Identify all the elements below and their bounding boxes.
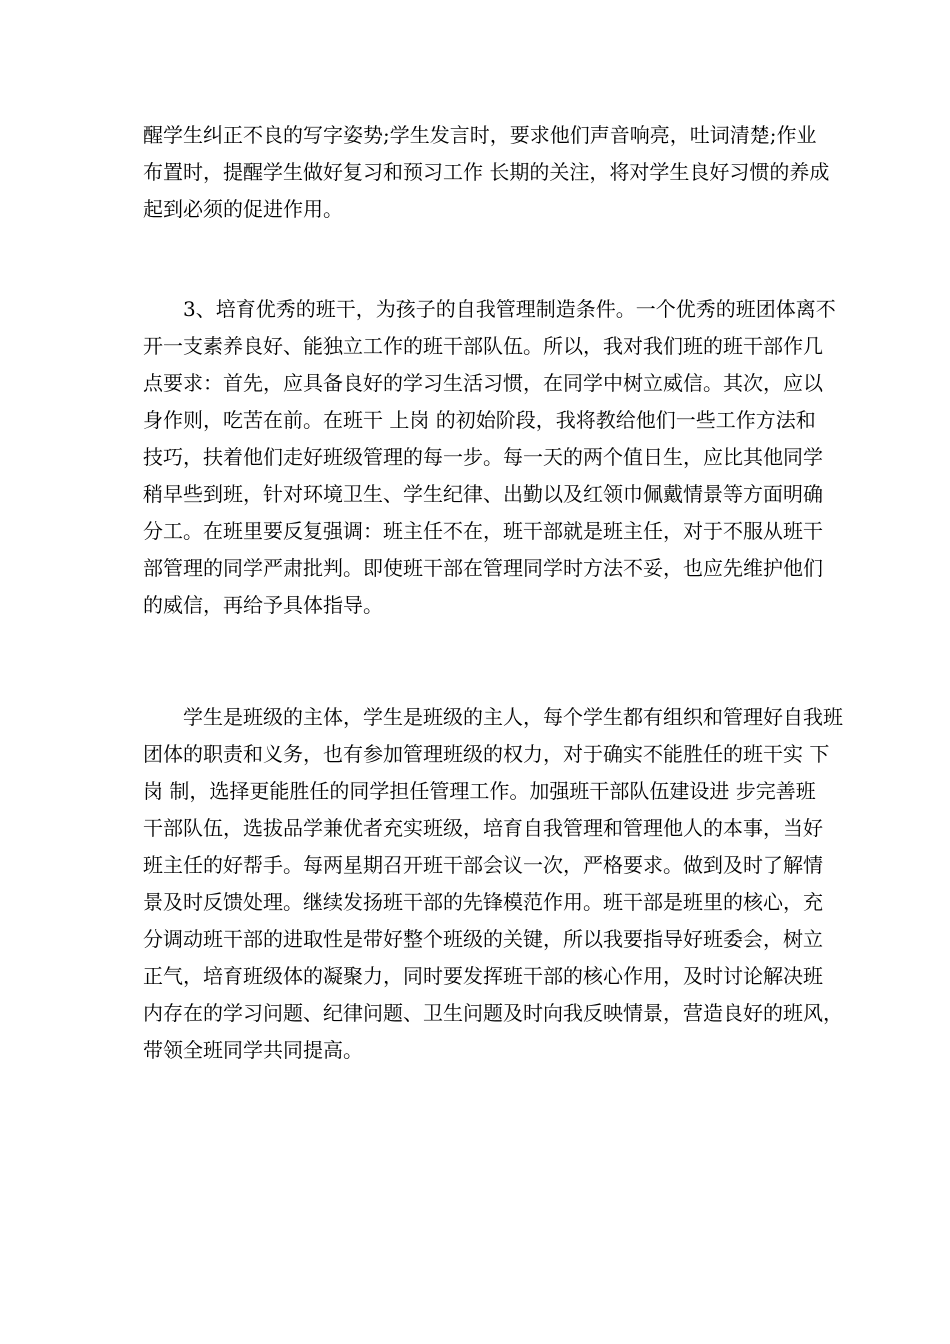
text-line: 景及时反馈处理。继续发扬班干部的先锋模范作用。班干部是班里的核心，充 bbox=[143, 890, 823, 914]
text-line: 岗 制，选择更能胜任的同学担任管理工作。加强班干部队伍建设进 步完善班 bbox=[143, 779, 816, 803]
text-line: 技巧，扶着他们走好班级管理的每一步。每一天的两个值日生，应比其他同学 bbox=[143, 445, 823, 469]
text-line: 分调动班干部的进取性是带好整个班级的关键，所以我要指导好班委会，树立 bbox=[143, 927, 823, 951]
text-line: 正气，培育班级体的凝聚力，同时要发挥班干部的核心作用，及时讨论解决班 bbox=[143, 964, 823, 988]
text-line: 内存在的学习问题、纪律问题、卫生问题及时向我反映情景，营造良好的班风， bbox=[143, 1001, 843, 1025]
text-line: 部管理的同学严肃批判。即使班干部在管理同学时方法不妥，也应先维护他们 bbox=[143, 556, 823, 580]
text-line: 带领全班同学共同提高。 bbox=[143, 1038, 363, 1062]
text-line: 开一支素养良好、能独立工作的班干部队伍。所以，我对我们班的班干部作几 bbox=[143, 334, 823, 358]
text-line: 团体的职责和义务，也有参加管理班级的权力，对于确实不能胜任的班干实 下 bbox=[143, 742, 830, 766]
text-line: 布置时，提醒学生做好复习和预习工作 长期的关注，将对学生良好习惯的养成 bbox=[143, 160, 830, 184]
text-line: 起到必须的促进作用。 bbox=[143, 197, 343, 221]
text-line: 学生是班级的主体，学生是班级的主人，每个学生都有组织和管理好自我班 bbox=[143, 705, 843, 729]
text-line: 身作则，吃苦在前。在班干 上岗 的初始阶段，我将教给他们一些工作方法和 bbox=[143, 408, 816, 432]
text-line: 干部队伍，选拔品学兼优者充实班级，培育自我管理和管理他人的本事，当好 bbox=[143, 816, 823, 840]
paragraph-student-ownership bbox=[143, 699, 843, 1069]
text-line: 醒学生纠正不良的写字姿势;学生发言时，要求他们声音响亮，吐词清楚;作业 bbox=[143, 123, 817, 147]
paragraph-habits-continued bbox=[143, 117, 830, 228]
text-line: 班主任的好帮手。每两星期召开班干部会议一次，严格要求。做到及时了解情 bbox=[143, 853, 823, 877]
paragraph-class-cadres bbox=[143, 291, 836, 624]
text-line: 的威信，再给予具体指导。 bbox=[143, 593, 383, 617]
text-line: 3、培育优秀的班干，为孩子的自我管理制造条件。一个优秀的班团体离不 bbox=[143, 297, 836, 321]
text-line: 稍早些到班，针对环境卫生、学生纪律、出勤以及红领巾佩戴情景等方面明确 bbox=[143, 482, 823, 506]
text-line: 分工。在班里要反复强调：班主任不在，班干部就是班主任，对于不服从班干 bbox=[143, 519, 823, 543]
text-line: 点要求：首先，应具备良好的学习生活习惯，在同学中树立威信。其次，应以 bbox=[143, 371, 823, 395]
